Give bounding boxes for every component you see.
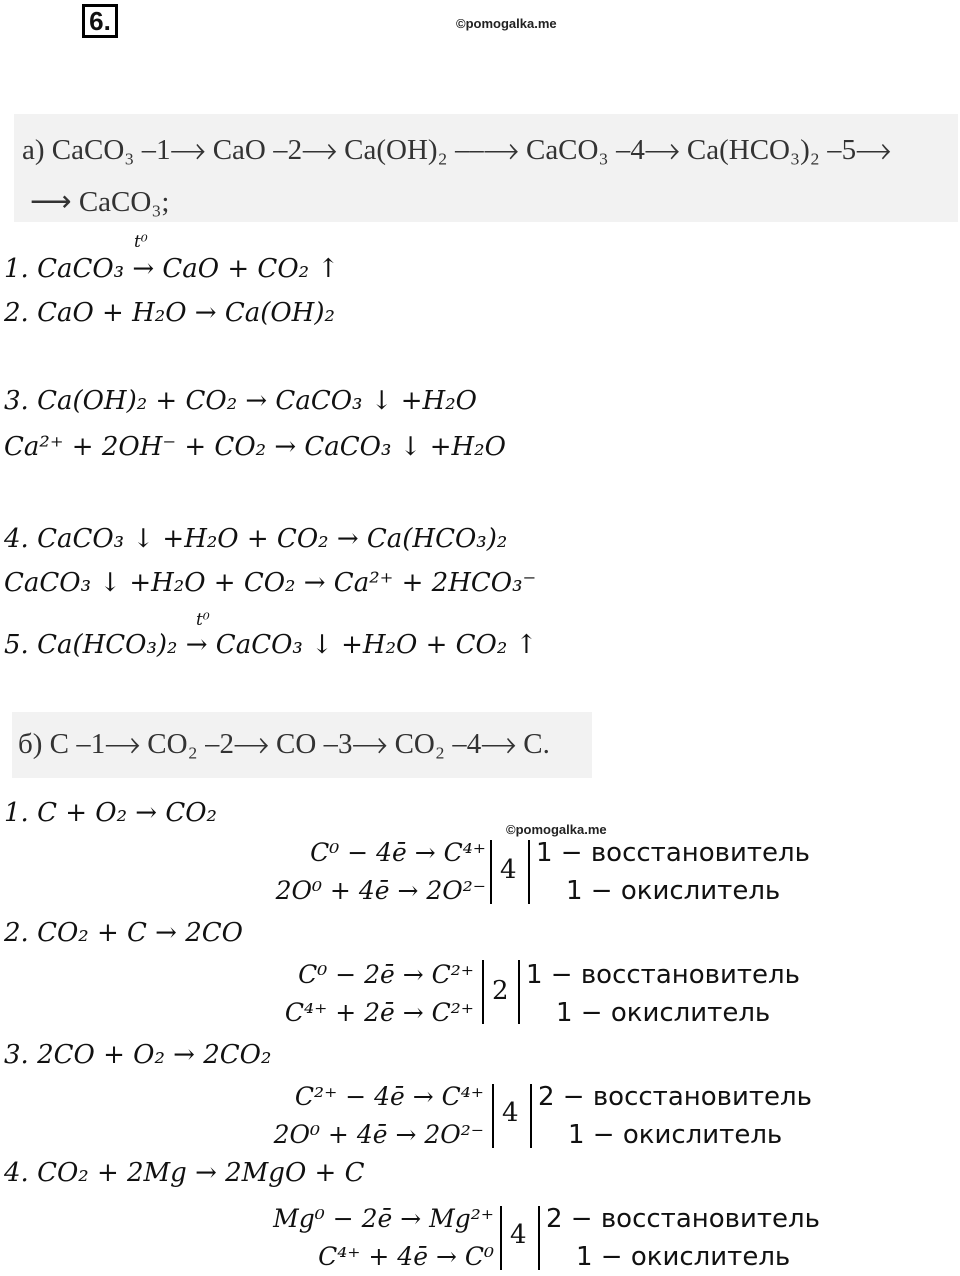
role-b3-oxidizer: 1 − окислитель (568, 1120, 783, 1150)
role-b1-oxidizer: 1 − окислитель (566, 876, 781, 906)
half-reaction-b4-reduction: C⁴⁺ + 4ē → C⁰ (318, 1242, 494, 1271)
balance-bar-left-b1 (490, 840, 492, 904)
balance-bar-left-b4 (500, 1206, 502, 1270)
balance-bar-right-b2 (518, 960, 520, 1024)
equation-a2: 2. CaO + H₂O → Ca(OH)₂ (4, 298, 335, 328)
half-reaction-b3-reduction: 2O⁰ + 4ē → 2O²⁻ (273, 1120, 484, 1149)
role-b4-oxidizer: 1 − окислитель (576, 1242, 791, 1272)
watermark-top: ©pomogalka.me (456, 16, 557, 31)
equation-a1: 1. CaCO₃ → CaO + CO₂ ↑ (4, 254, 340, 284)
half-reaction-b2-oxidation: C⁰ − 2ē → C²⁺ (298, 960, 474, 989)
equation-b1: 1. C + O₂ → CO₂ (4, 798, 217, 828)
equation-a5: 5. Ca(HCO₃)₂ → CaCO₃ ↓ +H₂O + CO₂ ↑ (4, 630, 538, 660)
heat-label-5: t⁰ (196, 610, 210, 630)
scheme-b: б) C ⎯1⟶ CO₂ ⎯2⟶ CO ⎯3⟶ CO₂ ⎯4⟶ C. (18, 728, 550, 760)
equation-b3: 3. 2CO + O₂ → 2CO₂ (4, 1040, 272, 1070)
role-b4-reducer: 2 − восстановитель (546, 1204, 820, 1234)
lcm-b1: 4 (500, 855, 517, 885)
lcm-b4: 4 (510, 1220, 527, 1250)
equation-b4: 4. CO₂ + 2Mg → 2MgO + C (4, 1158, 365, 1188)
scheme-a-line2: ⟶ CaCO₃; (30, 186, 170, 218)
equation-a4: 4. CaCO₃ ↓ +H₂O + CO₂ → Ca(HCO₃)₂ (4, 524, 508, 554)
balance-bar-right-b4 (538, 1206, 540, 1270)
role-b1-reducer: 1 − восстановитель (536, 838, 810, 868)
role-b2-oxidizer: 1 − окислитель (556, 998, 771, 1028)
heat-label-1: t⁰ (134, 232, 148, 252)
half-reaction-b2-reduction: C⁴⁺ + 2ē → C²⁺ (284, 998, 474, 1027)
equation-a4-ionic: CaCO₃ ↓ +H₂O + CO₂ → Ca²⁺ + 2HCO₃⁻ (4, 568, 537, 598)
role-b2-reducer: 1 − восстановитель (526, 960, 800, 990)
half-reaction-b3-oxidation: C²⁺ − 4ē → C⁴⁺ (294, 1082, 484, 1111)
half-reaction-b1-oxidation: C⁰ − 4ē → C⁴⁺ (310, 838, 486, 867)
task-number: 6. (89, 5, 111, 36)
half-reaction-b1-reduction: 2O⁰ + 4ē → 2O²⁻ (275, 876, 486, 905)
lcm-b3: 4 (502, 1098, 519, 1128)
equation-b2: 2. CO₂ + C → 2CO (4, 918, 243, 948)
task-number-box (82, 4, 118, 38)
balance-bar-right-b1 (528, 840, 530, 904)
equation-a3-ionic: Ca²⁺ + 2OH⁻ + CO₂ → CaCO₃ ↓ +H₂O (4, 432, 506, 462)
role-b3-reducer: 2 − восстановитель (538, 1082, 812, 1112)
balance-bar-right-b3 (530, 1084, 532, 1148)
balance-bar-left-b3 (492, 1084, 494, 1148)
half-reaction-b4-oxidation: Mg⁰ − 2ē → Mg²⁺ (273, 1204, 494, 1233)
lcm-b2: 2 (492, 976, 509, 1006)
balance-bar-left-b2 (482, 960, 484, 1024)
scheme-a-line1: а) CaCO₃ ⎯1⟶ CaO ⎯2⟶ Ca(OH)₂ ⎯⎯⟶ CaCO₃ ⎯4⟶ Ca(HCO₃)₂ ⎯5⟶ (22, 134, 891, 166)
watermark-middle: ©pomogalka.me (506, 822, 607, 837)
equation-a3: 3. Ca(OH)₂ + CO₂ → CaCO₃ ↓ +H₂O (4, 386, 477, 416)
